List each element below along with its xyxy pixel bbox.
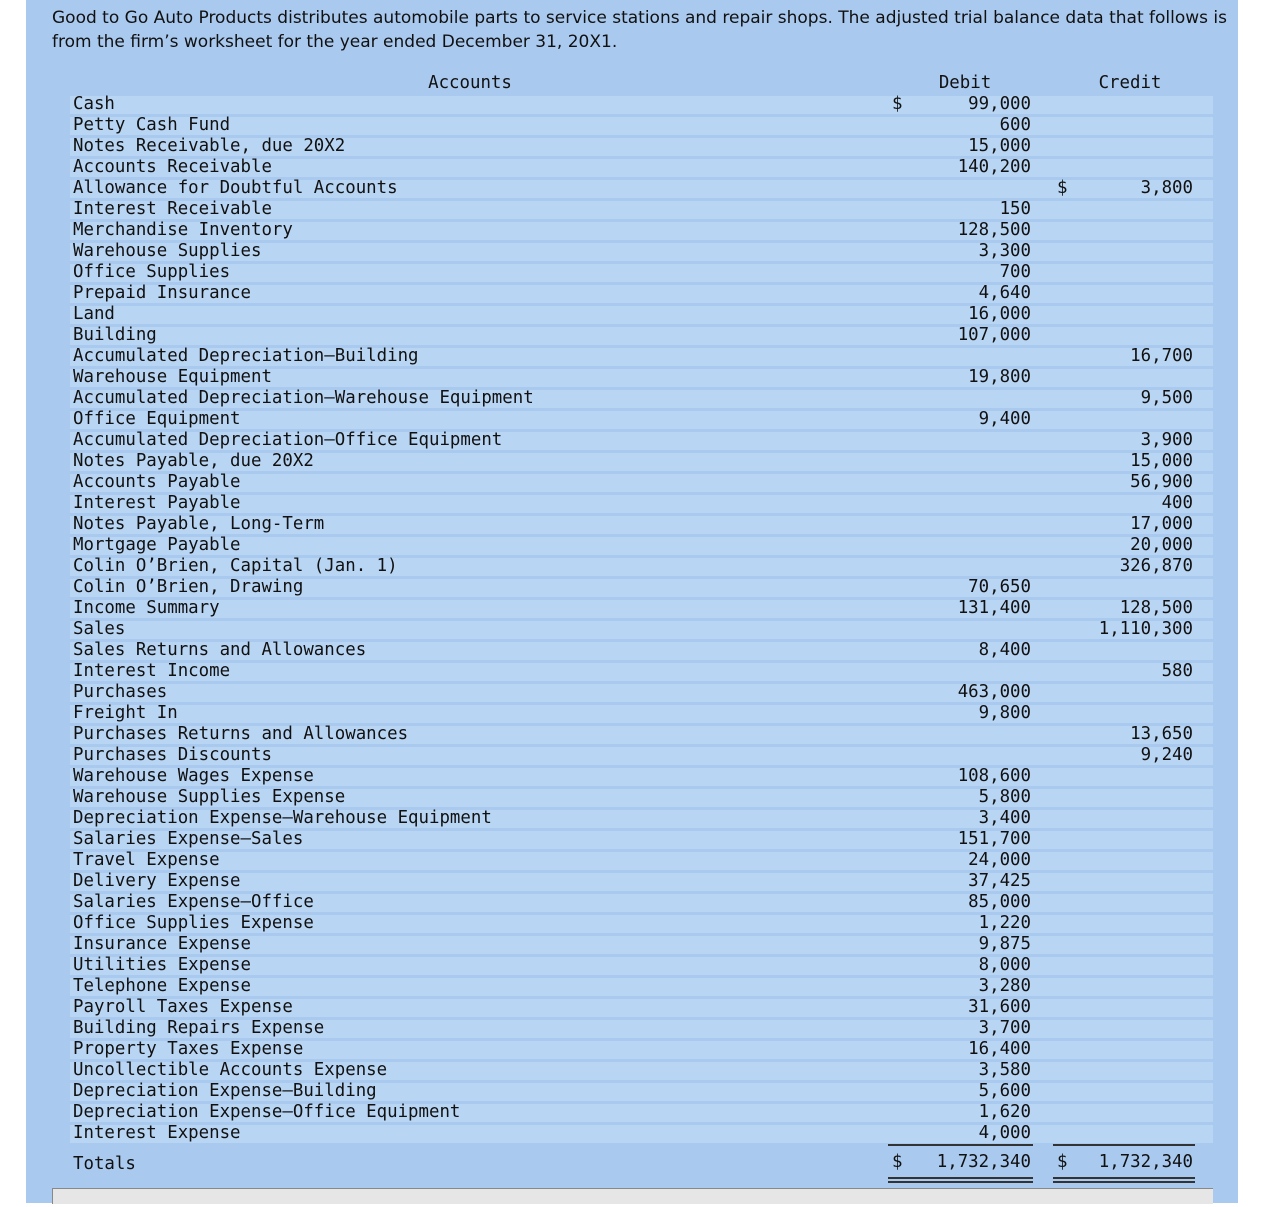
header-credit: Credit xyxy=(1098,73,1162,93)
credit-dollar-sign: $ xyxy=(1057,178,1068,198)
table-row xyxy=(70,325,1213,346)
account-name: Warehouse Wages Expense xyxy=(73,766,314,786)
row-background xyxy=(70,684,1213,702)
account-name: Building Repairs Expense xyxy=(73,1018,325,1038)
account-name: Petty Cash Fund xyxy=(73,115,231,135)
row-background xyxy=(70,411,1213,429)
table-row xyxy=(70,493,1213,514)
account-name: Colin O’Brien, Capital (Jan. 1) xyxy=(73,556,398,576)
table-body xyxy=(70,94,1213,1144)
debit-amount: 1,620 xyxy=(978,1102,1031,1122)
totals-debit: 1,732,340 xyxy=(936,1152,1031,1172)
debit-amount: 15,000 xyxy=(968,136,1031,156)
table-row xyxy=(70,388,1213,409)
table-row xyxy=(70,136,1213,157)
debit-amount: 99,000 xyxy=(968,94,1031,114)
trial-balance-table xyxy=(70,73,1213,1182)
account-name: Sales Returns and Allowances xyxy=(73,640,367,660)
table-row xyxy=(70,871,1213,892)
table-row xyxy=(70,199,1213,220)
table-row xyxy=(70,535,1213,556)
debit-amount: 151,700 xyxy=(957,829,1031,849)
account-name: Notes Receivable, due 20X2 xyxy=(73,136,346,156)
table-row xyxy=(70,262,1213,283)
debit-amount: 128,500 xyxy=(957,220,1031,240)
account-name: Property Taxes Expense xyxy=(73,1039,304,1059)
account-name: Utilities Expense xyxy=(73,955,251,975)
account-name: Office Supplies xyxy=(73,262,231,282)
debit-amount: 8,400 xyxy=(978,640,1031,660)
account-name: Notes Payable, due 20X2 xyxy=(73,451,314,471)
table-row xyxy=(70,724,1213,745)
debit-amount: 8,000 xyxy=(978,955,1031,975)
table-row xyxy=(70,892,1213,913)
account-name: Warehouse Equipment xyxy=(73,367,272,387)
account-name: Allowance for Doubtful Accounts xyxy=(73,178,398,198)
debit-amount: 3,400 xyxy=(978,808,1031,828)
account-name: Accounts Receivable xyxy=(73,157,272,177)
table-row xyxy=(70,451,1213,472)
header-debit: Debit xyxy=(938,73,992,93)
account-name: Depreciation Expense–Warehouse Equipment xyxy=(73,808,492,828)
debit-amount: 16,400 xyxy=(968,1039,1031,1059)
debit-amount: 131,400 xyxy=(957,598,1031,618)
account-name: Interest Payable xyxy=(73,493,241,513)
table-row xyxy=(70,661,1213,682)
credit-total-double-rule-2 xyxy=(1053,1181,1195,1183)
row-background xyxy=(70,852,1213,870)
debit-amount: 5,600 xyxy=(978,1081,1031,1101)
table-row xyxy=(70,787,1213,808)
table-header xyxy=(70,73,1213,94)
debit-amount: 3,700 xyxy=(978,1018,1031,1038)
row-background xyxy=(70,873,1213,891)
table-row xyxy=(70,115,1213,136)
debit-total-top-rule xyxy=(888,1144,1033,1146)
table-row xyxy=(70,157,1213,178)
account-name: Purchases Returns and Allowances xyxy=(73,724,409,744)
row-background xyxy=(70,117,1213,135)
table-row xyxy=(70,241,1213,262)
table-row xyxy=(70,346,1213,367)
table-row xyxy=(70,976,1213,997)
table-row xyxy=(70,955,1213,976)
table-row xyxy=(70,766,1213,787)
debit-amount: 5,800 xyxy=(978,787,1031,807)
debit-amount: 4,000 xyxy=(978,1123,1031,1143)
table-row xyxy=(70,745,1213,766)
debit-amount: 1,220 xyxy=(978,913,1031,933)
debit-amount: 4,640 xyxy=(978,283,1031,303)
table-row xyxy=(70,367,1213,388)
table-row xyxy=(70,934,1213,955)
table-row xyxy=(70,472,1213,493)
table-row xyxy=(70,94,1213,115)
table-row xyxy=(70,619,1213,640)
table-row xyxy=(70,997,1213,1018)
account-name: Uncollectible Accounts Expense xyxy=(73,1060,388,1080)
horizontal-scrollbar[interactable] xyxy=(52,1188,1213,1204)
problem-intro: Good to Go Auto Products distributes automobile parts to service stations and repair shops. The adjusted trial balance data that follows is from the firm’s worksheet for the year ended December 31, 20X1. xyxy=(52,8,1228,52)
account-name: Office Supplies Expense xyxy=(73,913,314,933)
row-background xyxy=(70,495,1213,513)
account-name: Colin O’Brien, Drawing xyxy=(73,577,304,597)
account-name: Delivery Expense xyxy=(73,871,241,891)
credit-amount: 9,500 xyxy=(1140,388,1193,408)
account-name: Interest Receivable xyxy=(73,199,272,219)
debit-amount: 107,000 xyxy=(957,325,1031,345)
account-name: Purchases Discounts xyxy=(73,745,272,765)
totals-credit: 1,732,340 xyxy=(1098,1152,1193,1172)
account-name: Interest Expense xyxy=(73,1123,241,1143)
debit-amount: 9,800 xyxy=(978,703,1031,723)
totals-label: Totals xyxy=(73,1154,136,1174)
account-name: Accounts Payable xyxy=(73,472,241,492)
debit-amount: 600 xyxy=(999,115,1031,135)
account-name: Land xyxy=(73,304,115,324)
row-background xyxy=(70,663,1213,681)
table-row xyxy=(70,1123,1213,1144)
debit-amount: 700 xyxy=(999,262,1031,282)
account-name: Salaries Expense–Office xyxy=(73,892,314,912)
debit-amount: 3,280 xyxy=(978,976,1031,996)
credit-amount: 17,000 xyxy=(1130,514,1193,534)
row-background xyxy=(70,621,1213,639)
credit-amount: 580 xyxy=(1161,661,1193,681)
credit-total-top-rule xyxy=(1053,1144,1195,1146)
credit-amount: 9,240 xyxy=(1140,745,1193,765)
credit-amount: 13,650 xyxy=(1130,724,1193,744)
totals-row xyxy=(70,1144,1213,1182)
table-row xyxy=(70,1060,1213,1081)
debit-dollar-sign: $ xyxy=(892,94,903,114)
account-name: Insurance Expense xyxy=(73,934,251,954)
account-name: Notes Payable, Long-Term xyxy=(73,514,325,534)
table-row xyxy=(70,304,1213,325)
table-row xyxy=(70,850,1213,871)
debit-amount: 463,000 xyxy=(957,682,1031,702)
row-background xyxy=(70,474,1213,492)
account-name: Salaries Expense–Sales xyxy=(73,829,304,849)
account-name: Merchandise Inventory xyxy=(73,220,293,240)
account-name: Income Summary xyxy=(73,598,220,618)
debit-amount: 3,580 xyxy=(978,1060,1031,1080)
table-row xyxy=(70,829,1213,850)
table-row xyxy=(70,640,1213,661)
debit-amount: 3,300 xyxy=(978,241,1031,261)
account-name: Interest Income xyxy=(73,661,231,681)
debit-total-double-rule-1 xyxy=(888,1177,1033,1179)
credit-amount: 3,800 xyxy=(1140,178,1193,198)
account-name: Mortgage Payable xyxy=(73,535,241,555)
row-background xyxy=(70,264,1213,282)
account-name: Cash xyxy=(73,94,115,114)
table-row xyxy=(70,514,1213,535)
debit-amount: 140,200 xyxy=(957,157,1031,177)
table-row xyxy=(70,556,1213,577)
header-accounts: Accounts xyxy=(428,73,512,93)
table-row xyxy=(70,430,1213,451)
debit-amount: 150 xyxy=(999,199,1031,219)
account-name: Depreciation Expense–Office Equipment xyxy=(73,1102,461,1122)
table-row xyxy=(70,1102,1213,1123)
table-row xyxy=(70,409,1213,430)
account-name: Warehouse Supplies Expense xyxy=(73,787,346,807)
table-row xyxy=(70,1039,1213,1060)
row-background xyxy=(70,306,1213,324)
account-name: Accumulated Depreciation–Warehouse Equipment xyxy=(73,388,534,408)
debit-amount: 85,000 xyxy=(968,892,1031,912)
account-name: Building xyxy=(73,325,157,345)
credit-amount: 16,700 xyxy=(1130,346,1193,366)
table-row xyxy=(70,703,1213,724)
account-name: Freight In xyxy=(73,703,178,723)
account-name: Travel Expense xyxy=(73,850,220,870)
account-name: Accumulated Depreciation–Building xyxy=(73,346,419,366)
credit-amount: 326,870 xyxy=(1119,556,1193,576)
credit-amount: 20,000 xyxy=(1130,535,1193,555)
credit-amount: 56,900 xyxy=(1130,472,1193,492)
row-background xyxy=(70,327,1213,345)
table-row xyxy=(70,598,1213,619)
row-background xyxy=(70,96,1213,114)
row-background xyxy=(70,1125,1213,1143)
credit-amount: 400 xyxy=(1161,493,1193,513)
debit-amount: 19,800 xyxy=(968,367,1031,387)
credit-amount: 3,900 xyxy=(1140,430,1193,450)
debit-amount: 9,400 xyxy=(978,409,1031,429)
account-name: Warehouse Supplies xyxy=(73,241,262,261)
table-row xyxy=(70,1081,1213,1102)
credit-amount: 15,000 xyxy=(1130,451,1193,471)
table-row xyxy=(70,682,1213,703)
credit-amount: 128,500 xyxy=(1119,598,1193,618)
row-background xyxy=(70,600,1213,618)
account-name: Purchases xyxy=(73,682,168,702)
table-row xyxy=(70,178,1213,199)
totals-debit-sign: $ xyxy=(892,1152,903,1172)
row-background xyxy=(70,537,1213,555)
debit-amount: 37,425 xyxy=(968,871,1031,891)
debit-amount: 16,000 xyxy=(968,304,1031,324)
totals-credit-sign: $ xyxy=(1057,1152,1068,1172)
table-row xyxy=(70,220,1213,241)
table-row xyxy=(70,283,1213,304)
account-name: Payroll Taxes Expense xyxy=(73,997,293,1017)
debit-total-double-rule-2 xyxy=(888,1181,1033,1183)
debit-amount: 108,600 xyxy=(957,766,1031,786)
account-name: Sales xyxy=(73,619,126,639)
table-row xyxy=(70,808,1213,829)
credit-amount: 1,110,300 xyxy=(1098,619,1193,639)
debit-amount: 31,600 xyxy=(968,997,1031,1017)
table-row xyxy=(70,1018,1213,1039)
credit-total-double-rule-1 xyxy=(1053,1177,1195,1179)
table-row xyxy=(70,913,1213,934)
row-background xyxy=(70,705,1213,723)
account-name: Office Equipment xyxy=(73,409,241,429)
debit-amount: 9,875 xyxy=(978,934,1031,954)
account-name: Prepaid Insurance xyxy=(73,283,251,303)
account-name: Depreciation Expense–Building xyxy=(73,1081,377,1101)
account-name: Accumulated Depreciation–Office Equipment xyxy=(73,430,503,450)
account-name: Telephone Expense xyxy=(73,976,251,996)
table-row xyxy=(70,577,1213,598)
debit-amount: 70,650 xyxy=(968,577,1031,597)
debit-amount: 24,000 xyxy=(968,850,1031,870)
